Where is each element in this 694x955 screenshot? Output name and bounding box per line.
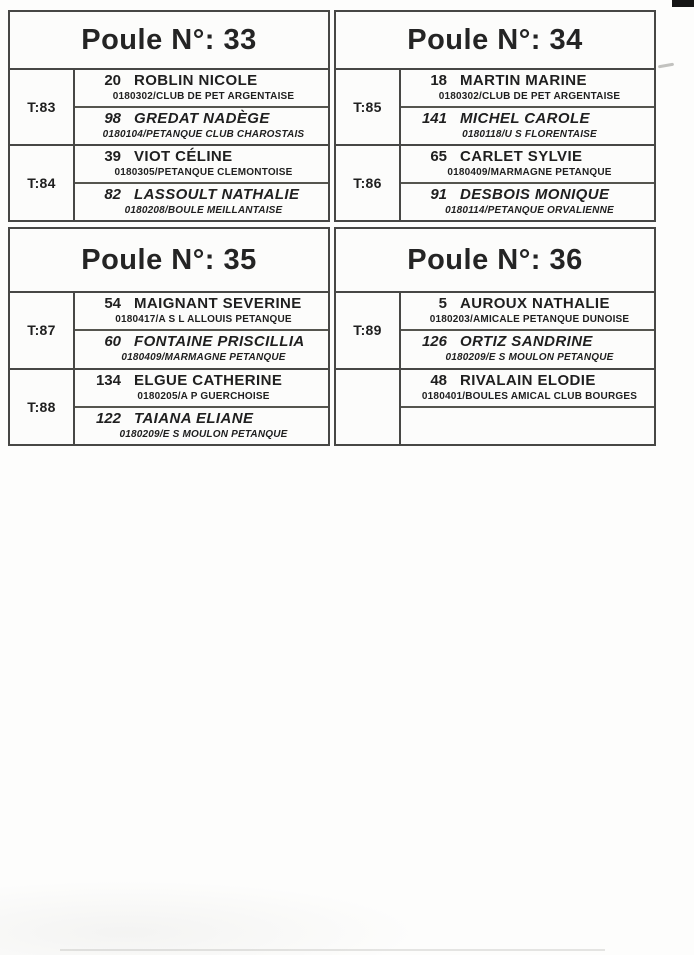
player-entry (75, 331, 328, 367)
team-players (401, 146, 654, 220)
player-entry (401, 146, 654, 184)
player-number: 5 (438, 295, 447, 313)
player-club: 0180203/AMICALE PETANQUE DUNOISE (429, 314, 630, 326)
team-row (336, 291, 654, 368)
pool-card-36 (334, 227, 656, 446)
team-row (336, 368, 654, 445)
player-entry (401, 184, 654, 220)
player-club: 0180118/U S FLORENTAISE (462, 129, 597, 140)
team-players (401, 293, 654, 368)
scan-edge-line (60, 949, 605, 951)
team-row (336, 144, 654, 220)
terrain-label: T:83 (10, 70, 75, 144)
player-name: ORTIZ SANDRINE (460, 333, 593, 351)
player-name: ELGUE CATHERINE (134, 371, 283, 389)
player-club: 0180114/PETANQUE ORVALIENNE (445, 205, 614, 216)
player-club: 0180302/CLUB DE PET ARGENTAISE (112, 91, 295, 102)
scan-mark-top-right (672, 0, 694, 7)
player-number: 141 (421, 110, 447, 127)
player-club: 0180409/MARMAGNE PETANQUE (447, 167, 612, 178)
player-number: 18 (430, 72, 447, 89)
player-entry (75, 370, 328, 408)
team-players (401, 70, 654, 144)
player-entry (401, 370, 654, 408)
terrain-label: T:84 (10, 146, 75, 220)
player-number: 20 (104, 72, 121, 89)
player-number: 91 (430, 186, 447, 203)
player-name: ROBLIN NICOLE (134, 72, 258, 89)
team-players (75, 370, 328, 445)
player-number: 65 (430, 148, 447, 165)
team-row (10, 291, 328, 368)
player-name: MAIGNANT SEVERINE (134, 295, 302, 313)
player-club: 0180409/MARMAGNE PETANQUE (121, 352, 286, 364)
player-name: AUROUX NATHALIE (460, 295, 610, 313)
player-number: 98 (104, 110, 121, 127)
player-number: 54 (104, 295, 121, 313)
player-entry-empty (401, 408, 654, 444)
player-club: 0180104/PETANQUE CLUB CHAROSTAIS (102, 129, 305, 140)
player-entry (75, 408, 328, 444)
player-entry (75, 293, 328, 331)
player-entry (75, 146, 328, 184)
player-club: 0180401/BOULES AMICAL CLUB BOURGES (421, 390, 638, 402)
team-players (75, 70, 328, 144)
terrain-label: T:87 (10, 293, 75, 368)
player-name: MICHEL CAROLE (460, 110, 590, 127)
player-club: 0180305/PETANQUE CLEMONTOISE (114, 167, 293, 178)
pool-title: Poule N°: 35 (81, 243, 257, 276)
pool-title: Poule N°: 33 (81, 23, 257, 56)
terrain-label: T:85 (336, 70, 401, 144)
pool-card-34 (334, 10, 656, 222)
scan-smudge (658, 63, 674, 69)
player-name: VIOT CÉLINE (134, 148, 233, 165)
player-name: RIVALAIN ELODIE (460, 371, 596, 389)
player-entry (75, 108, 328, 144)
terrain-label (336, 370, 401, 445)
player-entry (401, 108, 654, 144)
player-club: 0180205/A P GUERCHOISE (137, 390, 270, 402)
terrain-label: T:88 (10, 370, 75, 445)
player-entry (75, 184, 328, 220)
terrain-label: T:89 (336, 293, 401, 368)
player-number: 126 (421, 333, 447, 351)
pool-card-35 (8, 227, 330, 446)
team-players (401, 370, 654, 445)
player-entry (401, 70, 654, 108)
player-name: DESBOIS MONIQUE (460, 186, 610, 203)
player-club: 0180209/E S MOULON PETANQUE (119, 428, 288, 440)
player-club: 0180209/E S MOULON PETANQUE (445, 352, 614, 364)
team-players (75, 146, 328, 220)
player-entry (75, 70, 328, 108)
pool-title: Poule N°: 36 (407, 243, 583, 276)
team-row (10, 144, 328, 220)
team-players (75, 293, 328, 368)
player-number: 134 (95, 371, 121, 389)
player-name: LASSOULT NATHALIE (134, 186, 300, 203)
player-entry (401, 293, 654, 331)
team-row (336, 68, 654, 144)
player-name: MARTIN MARINE (460, 72, 587, 89)
player-club: 0180302/CLUB DE PET ARGENTAISE (438, 91, 621, 102)
player-name: TAIANA ELIANE (134, 409, 254, 427)
player-club: 0180208/BOULE MEILLANTAISE (124, 205, 283, 216)
player-club: 0180417/A S L ALLOUIS PETANQUE (115, 314, 292, 326)
player-number: 122 (95, 409, 121, 427)
pool-title: Poule N°: 34 (407, 23, 583, 56)
player-number: 60 (104, 333, 121, 351)
player-name: CARLET SYLVIE (460, 148, 583, 165)
player-name: FONTAINE PRISCILLIA (134, 333, 305, 351)
terrain-label: T:86 (336, 146, 401, 220)
player-number: 39 (104, 148, 121, 165)
player-entry (401, 331, 654, 367)
player-number: 82 (104, 186, 121, 203)
pool-card-33 (8, 10, 330, 222)
player-number: 48 (430, 371, 447, 389)
player-club (409, 425, 650, 426)
team-row (10, 68, 328, 144)
team-row (10, 368, 328, 445)
player-name: GREDAT NADÈGE (134, 110, 270, 127)
